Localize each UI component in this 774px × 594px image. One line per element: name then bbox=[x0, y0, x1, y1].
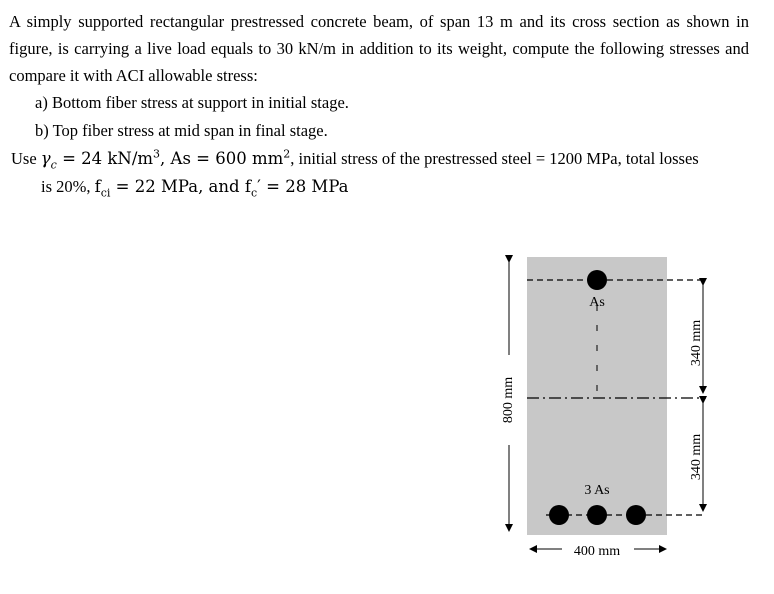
fci-subscript: ci bbox=[100, 186, 111, 200]
initial-stress-text: , initial stress of the prestressed steel = 1200 MPa, total losses bbox=[290, 149, 699, 168]
gamma-subscript: c bbox=[50, 158, 57, 172]
fci-symbol: f bbox=[94, 177, 101, 196]
as-exponent: 2 bbox=[283, 147, 291, 161]
bottom-tendon-left bbox=[549, 505, 569, 525]
top-steel-label: As bbox=[589, 295, 605, 310]
fci-value: = 22 MPa, and bbox=[110, 177, 245, 196]
upper-dimension-label: 340 mm bbox=[689, 319, 705, 367]
fc-symbol: f bbox=[244, 177, 251, 196]
bottom-tendon-center bbox=[587, 505, 607, 525]
fc-value: = 28 MPa bbox=[260, 177, 349, 196]
bottom-tendon-right bbox=[626, 505, 646, 525]
gamma-value: = 24 kN/m bbox=[56, 149, 154, 168]
top-tendon bbox=[587, 270, 607, 290]
losses-text: is 20%, bbox=[41, 177, 95, 196]
part-a-text: Bottom fiber stress at support in initial stage. bbox=[51, 93, 349, 112]
gamma-exponent: 3 bbox=[153, 147, 161, 161]
lower-dimension-label: 340 mm bbox=[689, 433, 705, 481]
part-b-label: b) bbox=[35, 121, 49, 140]
width-label: 400 mm bbox=[573, 544, 621, 559]
fc-subscript: c bbox=[250, 186, 258, 200]
gamma-symbol: γ bbox=[40, 149, 51, 168]
bottom-steel-label: 3 As bbox=[584, 483, 610, 498]
as-value: , As = 600 mm bbox=[160, 149, 284, 168]
height-label: 800 mm bbox=[501, 376, 517, 424]
part-b-text: Top fiber stress at mid span in final stage. bbox=[52, 121, 328, 140]
part-a-label: a) bbox=[35, 93, 48, 112]
problem-intro: A simply supported rectangular prestressed concrete beam, of span 13 m and its cross section as shown in figure, is carrying a live load equals to 30 kN/m in addition to its weight, compute the following stresses and compare it with ACI allowable stress: bbox=[9, 12, 749, 85]
fc-prime: ′ bbox=[257, 177, 261, 196]
use-prefix: Use bbox=[11, 149, 41, 168]
